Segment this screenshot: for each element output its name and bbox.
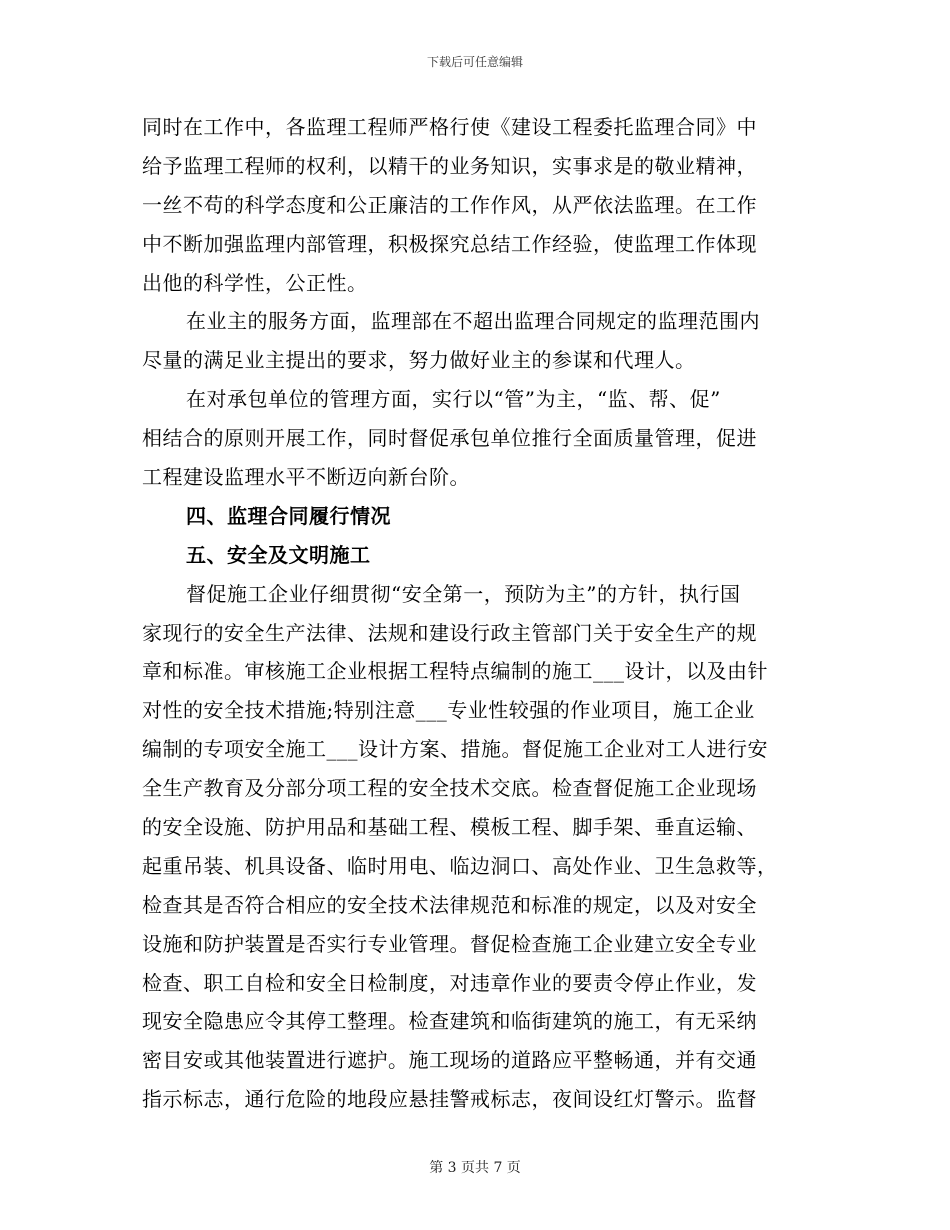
text-line: 编制的专项安全施工___设计方案、措施。督促施工企业对工人进行安 <box>142 737 768 762</box>
text-line: 在业主的服务方面，监理部在不超出监理合同规定的监理范围内 <box>186 309 760 334</box>
text-line: 章和标准。审核施工企业根据工程特点编制的施工___设计，以及由针 <box>142 659 768 684</box>
text-line: 设施和防护装置是否实行专业管理。督促检查施工企业建立安全专业 <box>142 931 757 956</box>
text-line: 中不断加强监理内部管理，积极探究总结工作经验，使监理工作体现 <box>142 231 757 256</box>
text-line: 尽量的满足业主提出的要求，努力做好业主的参谋和代理人。 <box>142 348 696 373</box>
text-line: 的安全设施、防护用品和基础工程、模板工程、脚手架、垂直运输、 <box>142 815 757 840</box>
text-line: 起重吊装、机具设备、临时用电、临边洞口、高处作业、卫生急救等， <box>142 853 778 878</box>
text-line: 相结合的原则开展工作，同时督促承包单位推行全面质量管理，促进 <box>142 426 757 451</box>
section-heading: 五、安全及文明施工 <box>186 542 371 567</box>
page-footer: 第 3 页共 7 页 <box>429 1160 521 1176</box>
text-line: 出他的科学性，公正性。 <box>142 270 368 295</box>
text-line: 在对承包单位的管理方面，实行以“管”为主，“监、帮、促” <box>186 387 721 412</box>
text-line: 给予监理工程师的权利，以精干的业务知识，实事求是的敬业精神， <box>142 153 757 178</box>
text-line: 工程建设监理水平不断迈向新台阶。 <box>142 465 470 490</box>
text-line: 全生产教育及分部分项工程的安全技术交底。检查督促施工企业现场 <box>142 776 757 801</box>
section-heading: 四、监理合同履行情况 <box>186 503 391 528</box>
text-line: 同时在工作中，各监理工程师严格行使《建设工程委托监理合同》中 <box>142 115 757 139</box>
text-line: 家现行的安全生产法律、法规和建设行政主管部门关于安全生产的规 <box>142 620 757 645</box>
text-line: 一丝不苟的科学态度和公正廉洁的工作作风，从严依法监理。在工作 <box>142 192 757 217</box>
text-line: 对性的安全技术措施;特别注意___专业性较强的作业项目，施工企业 <box>142 698 755 723</box>
text-line: 检查其是否符合相应的安全技术法律规范和标准的规定，以及对安全 <box>142 892 757 917</box>
text-line: 指示标志，通行危险的地段应悬挂警戒标志，夜间设红灯警示。监督 <box>142 1087 757 1112</box>
text-line: 密目安或其他装置进行遮护。施工现场的道路应平整畅通，并有交通 <box>142 1048 757 1073</box>
document-body <box>142 108 802 1119</box>
text-line: 现安全隐患应令其停工整理。检查建筑和临街建筑的施工，有无采纳 <box>142 1009 757 1034</box>
text-line: 检查、职工自检和安全日检制度，对违章作业的要责令停止作业，发 <box>142 970 757 995</box>
page-header: 下载后可任意编辑 <box>426 55 523 69</box>
text-line: 督促施工企业仔细贯彻“安全第一，预防为主”的方针，执行国 <box>186 581 741 606</box>
